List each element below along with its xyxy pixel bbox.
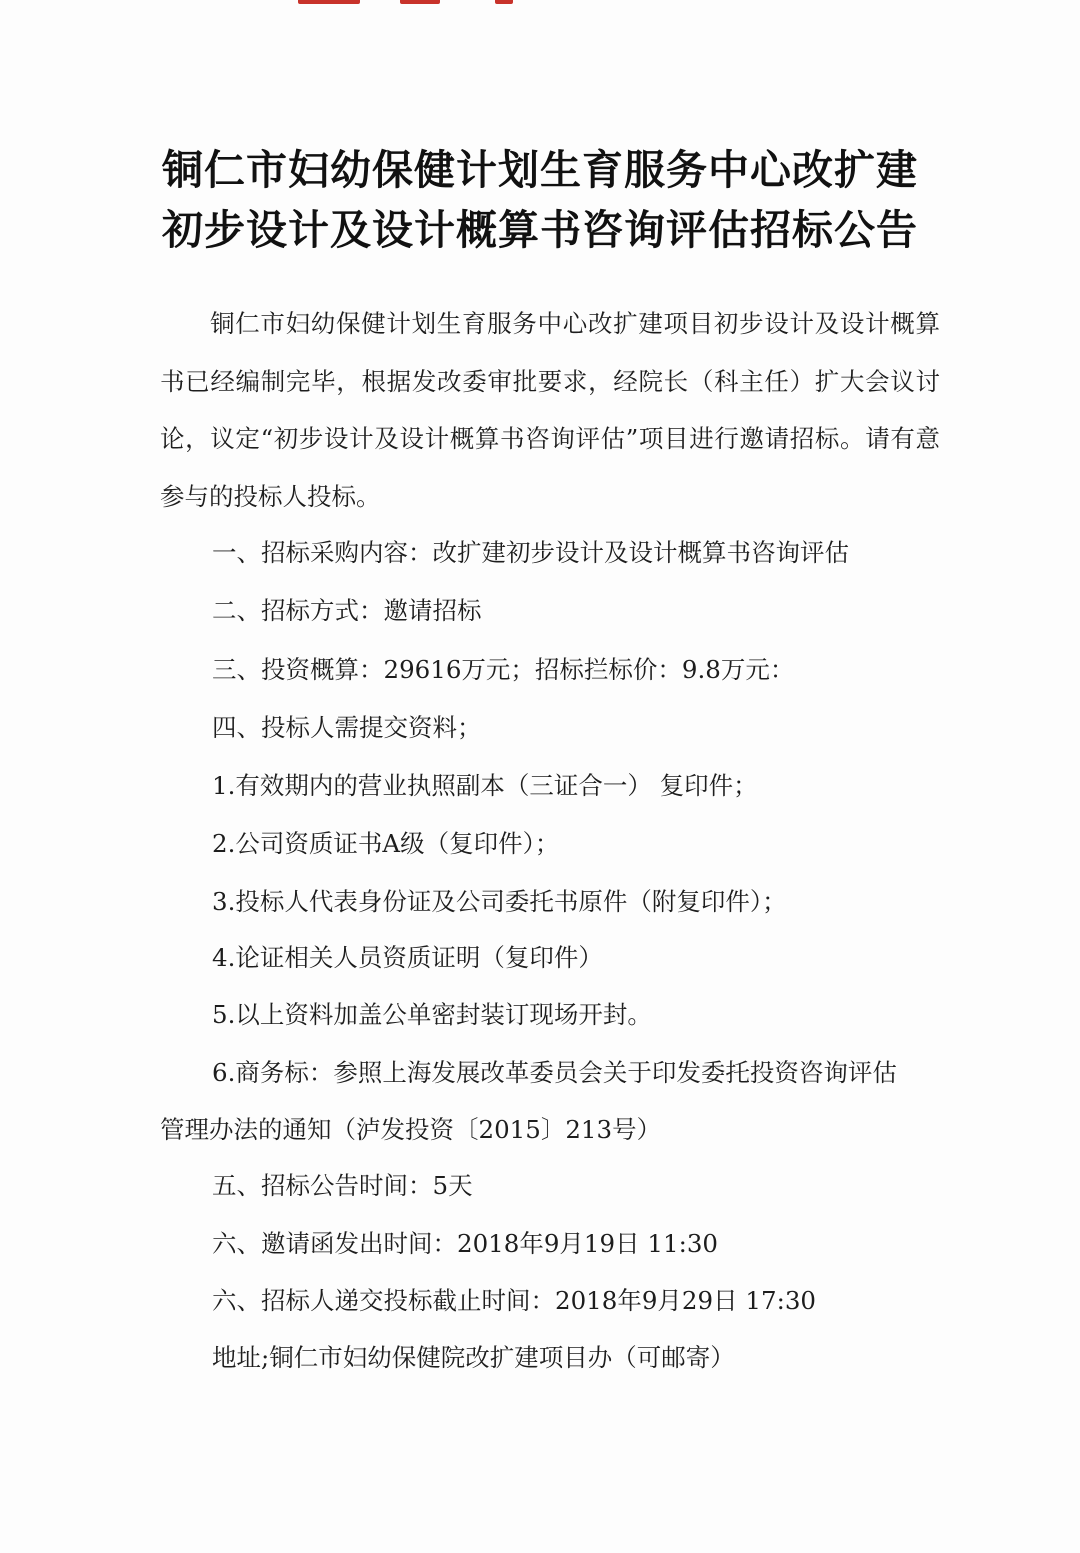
notice-line: 四、投标人需提交资料； (212, 713, 482, 742)
notice-line: 二、招标方式：邀请招标 (212, 596, 482, 625)
notice-line: 6.商务标：参照上海发展改革委员会关于印发委托投资咨询评估 (212, 1058, 897, 1087)
notice-items (160, 0, 960, 1553)
notice-line: 三、投资概算：29616万元；招标拦标价：9.8万元： (212, 655, 795, 684)
notice-line: 3.投标人代表身份证及公司委托书原件（附复印件）； (212, 887, 787, 916)
notice-line: 六、邀请函发出时间：2018年9月19日 11:30 (212, 1229, 719, 1258)
notice-line: 1.有效期内的营业执照副本（三证合一） 复印件； (212, 771, 758, 800)
notice-line: 管理办法的通知（泸发投资〔2015〕213号） (160, 1115, 662, 1144)
notice-line: 六、招标人递交投标截止时间：2018年9月29日 17:30 (212, 1286, 817, 1315)
notice-line: 五、招标公告时间：5天 (212, 1171, 473, 1200)
notice-line: 4.论证相关人员资质证明（复印件） (212, 943, 603, 972)
intro-paragraph: 铜仁市妇幼保健计划生育服务中心改扩建项目初步设计及设计概算书已经编制完毕，根据发改委审批要求，经院长（科主任）扩大会议讨论，议定“初步设计及设计概算书咨询评估”项目进行邀请招标。请有意参与的投标人投标。 (160, 309, 940, 511)
title-line-1: 铜仁市妇幼保健计划生育服务中心改扩建 (162, 146, 918, 194)
title-line-2: 初步设计及设计概算书咨询评估招标公告 (162, 206, 918, 254)
notice-line: 地址;铜仁市妇幼保健院改扩建项目办（可邮寄） (212, 1343, 735, 1372)
notice-line: 一、招标采购内容：改扩建初步设计及设计概算书咨询评估 (212, 538, 849, 567)
notice-line: 5.以上资料加盖公单密封装订现场开封。 (212, 1000, 652, 1029)
notice-line: 2.公司资质证书A级（复印件）； (212, 829, 560, 858)
